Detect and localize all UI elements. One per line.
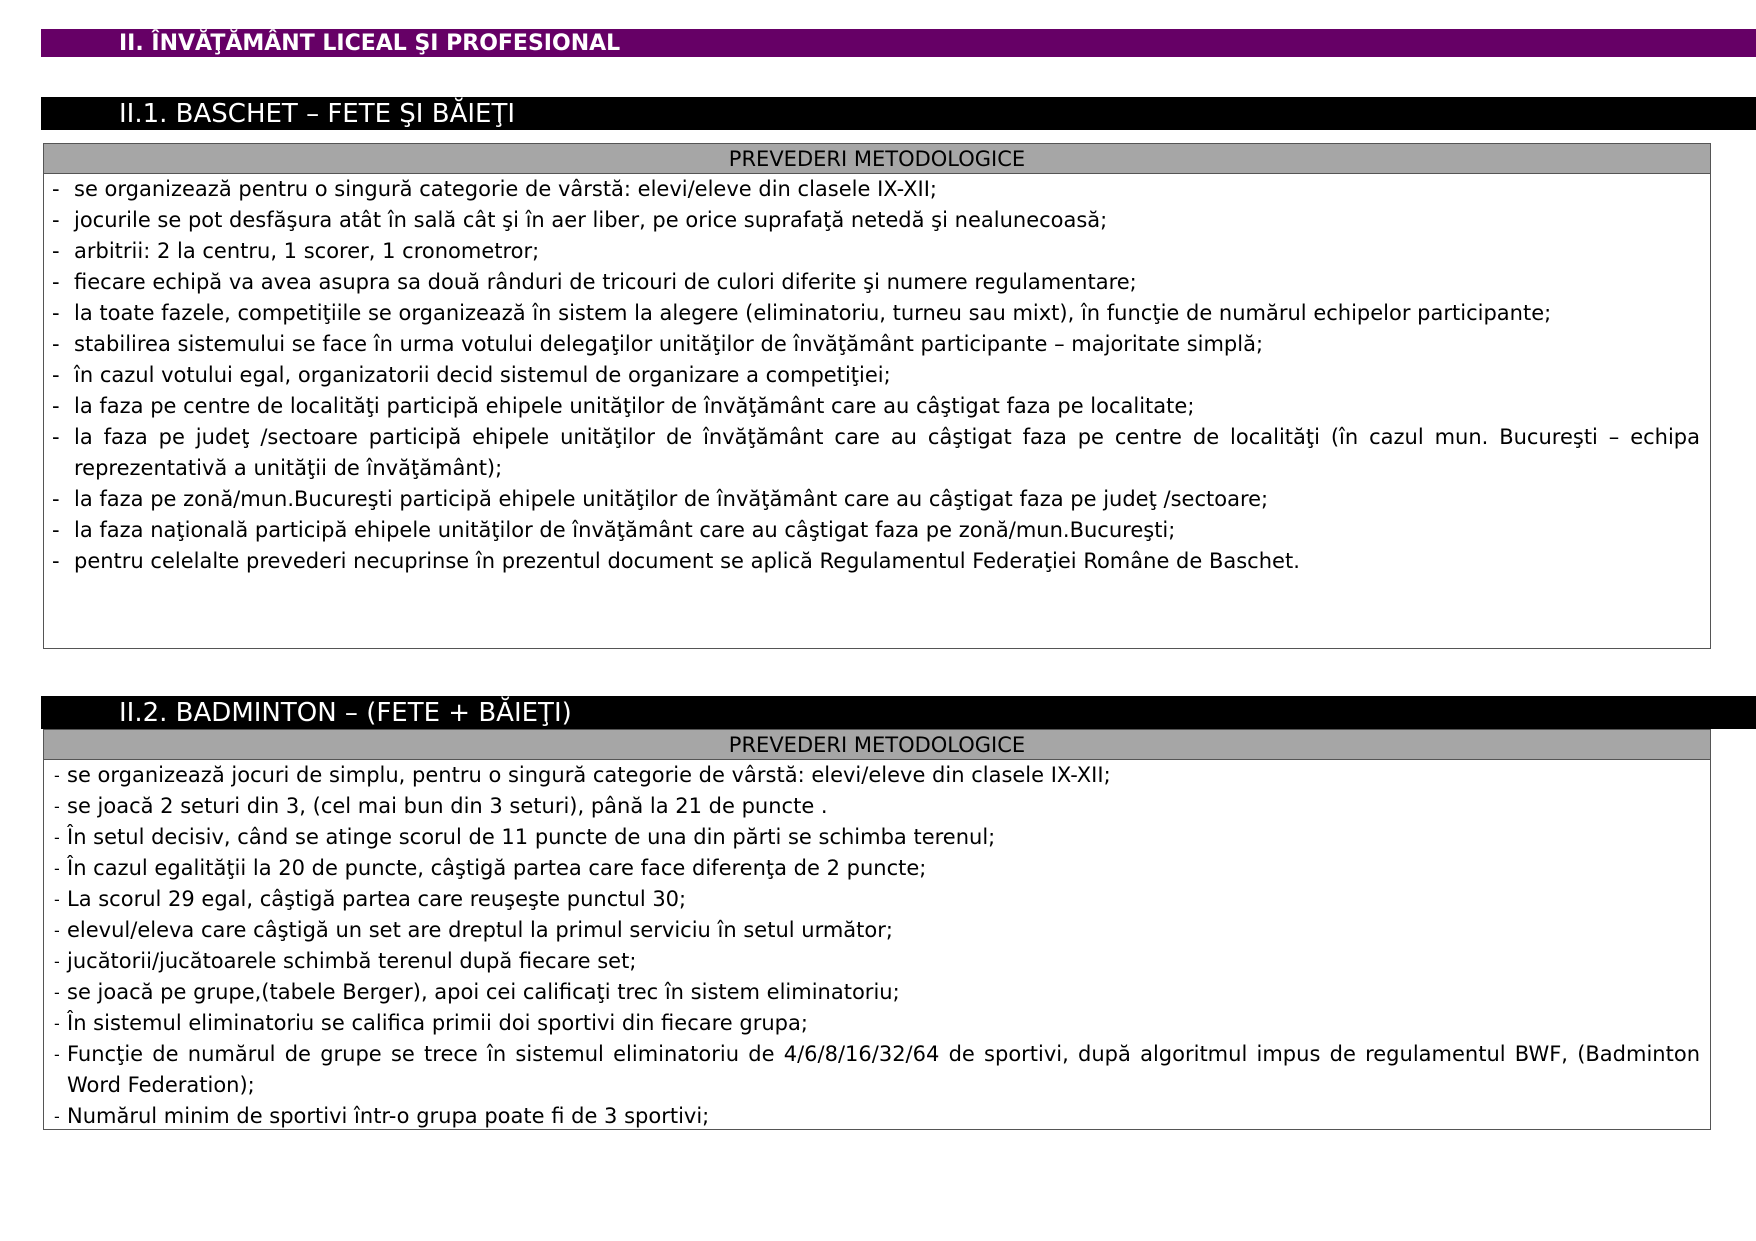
badminton-rule: - elevul/eleva care câştigă un set are dreptul la primul serviciu în setul următor;: [44, 915, 1710, 946]
basket-rule: - la faza pe centre de localităţi participă ehipele unităţilor de învăţământ care au câştigat faza pe localitate;: [44, 391, 1710, 422]
basket-rule: - pentru celelalte prevederi necuprinse în prezentul document se aplică Regulamentul Federaţiei Române de Baschet.: [44, 546, 1710, 577]
basket-table: [43, 143, 1711, 649]
basket-rule: - în cazul votului egal, organizatorii decid sistemul de organizare a competiţiei;: [44, 360, 1710, 391]
basket-rule: - fiecare echipă va avea asupra sa două rânduri de tricouri de culori diferite şi numere regulamentare;: [44, 267, 1710, 298]
badminton-rule: - se joacă 2 seturi din 3, (cel mai bun din 3 seturi), până la 21 de puncte .: [44, 791, 1710, 822]
basket-title: II.1. BASCHET – FETE ŞI BĂIEŢI: [41, 97, 1756, 130]
basket-rule: - la faza naţională participă ehipele unităţilor de învăţământ care au câştigat faza pe zonă/mun.Bucureşti;: [44, 515, 1710, 546]
badminton-rule: - În sistemul eliminatoriu se califica primii doi sportivi din fiecare grupa;: [44, 1008, 1710, 1039]
badminton-rule: - La scorul 29 egal, câştigă partea care reuşeşte punctul 30;: [44, 884, 1710, 915]
basket-rule: - jocurile se pot desfăşura atât în sală cât şi în aer liber, pe orice suprafaţă netedă şi nealunecoasă;: [44, 205, 1710, 236]
badminton-table-header: PREVEDERI METODOLOGICE: [44, 730, 1710, 760]
basket-rule: - arbitrii: 2 la centru, 1 scorer, 1 cronometror;: [44, 236, 1710, 267]
basket-table-header: PREVEDERI METODOLOGICE: [44, 144, 1710, 174]
badminton-rule: - Funcţie de numărul de grupe se trece în sistemul eliminatoriu de 4/6/8/16/32/64 de sportivi, după algoritmul impus de regulamentul BWF, (Badminton Word Federation);: [44, 1039, 1710, 1101]
basket-rule: - se organizează pentru o singură categorie de vârstă: elevi/eleve din clasele IX-XII;: [44, 174, 1710, 205]
basket-rule: - la faza pe zonă/mun.Bucureşti participă ehipele unităţilor de învăţământ care au câştigat faza pe judeţ /sectoare;: [44, 484, 1710, 515]
badminton-rule: - În setul decisiv, când se atinge scorul de 11 puncte de una din părti se schimba terenul;: [44, 822, 1710, 853]
section-title: II. ÎNVĂŢĂMÂNT LICEAL ŞI PROFESIONAL: [41, 29, 1756, 57]
badminton-rules-list: [44, 760, 1710, 1132]
badminton-table: [43, 729, 1711, 1130]
badminton-title: II.2. BADMINTON – (FETE + BĂIEŢI): [41, 696, 1756, 729]
badminton-rule: - jucătorii/jucătoarele schimbă terenul după fiecare set;: [44, 946, 1710, 977]
basket-rule: - la faza pe judeţ /sectoare participă ehipele unităţilor de învăţământ care au câştigat faza pe centre de localităţi (în cazul mun. Bucureşti – echipa reprezentativă a unităţii de învăţământ);: [44, 422, 1710, 484]
badminton-rule: - În cazul egalităţii la 20 de puncte, câştigă partea care face diferenţa de 2 puncte;: [44, 853, 1710, 884]
basket-rules-list: [44, 174, 1710, 577]
basket-rule: - stabilirea sistemului se face în urma votului delegaţilor unităţilor de învăţământ participante – majoritate simplă;: [44, 329, 1710, 360]
badminton-rule: - Numărul minim de sportivi într-o grupa poate fi de 3 sportivi;: [44, 1101, 1710, 1132]
basket-rule: - la toate fazele, competiţiile se organizează în sistem la alegere (eliminatoriu, turneu sau mixt), în funcţie de numărul echipelor participante;: [44, 298, 1710, 329]
badminton-rule: - se organizează jocuri de simplu, pentru o singură categorie de vârstă: elevi/eleve din clasele IX-XII;: [44, 760, 1710, 791]
badminton-rule: - se joacă pe grupe,(tabele Berger), apoi cei calificaţi trec în sistem eliminatoriu;: [44, 977, 1710, 1008]
